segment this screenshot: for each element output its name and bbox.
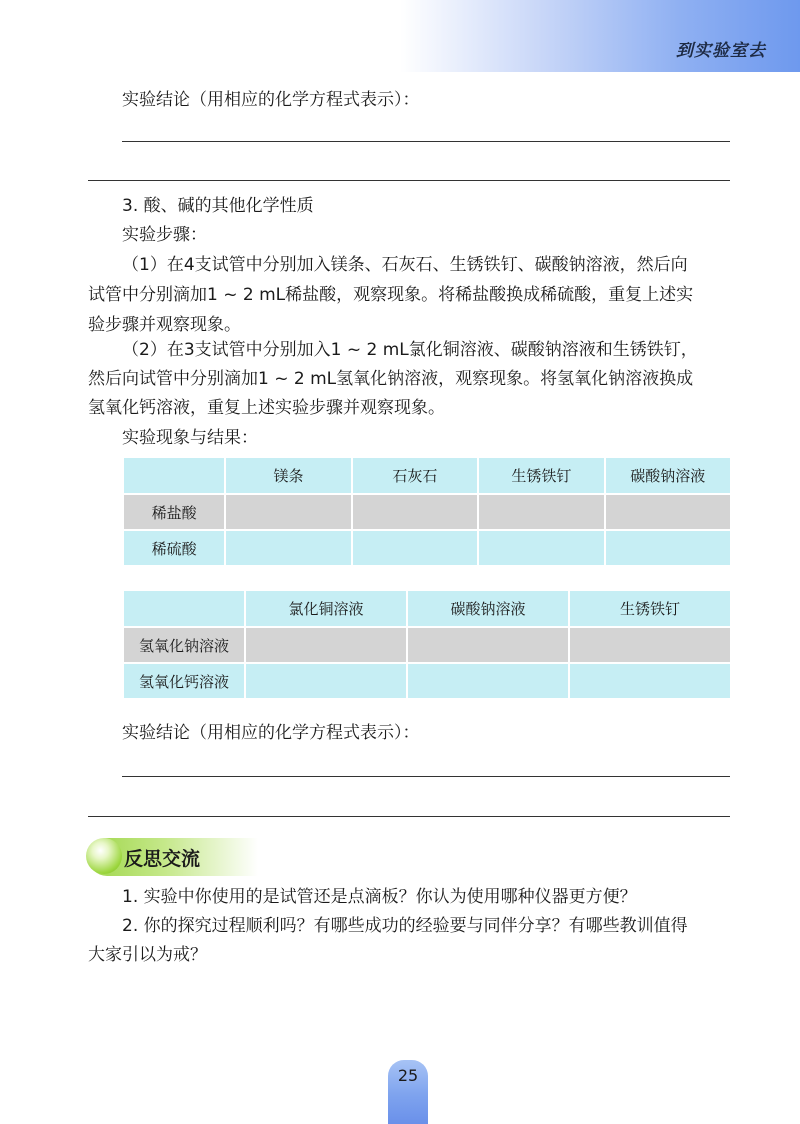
section-divider-bottom — [88, 816, 730, 817]
table1-cell[interactable] — [226, 495, 350, 529]
section3-heading: 3. 酸、碱的其他化学性质 — [122, 196, 314, 216]
step2-line-2: 然后向试管中分别滴加1 ~ 2 mL氢氧化钠溶液，观察现象。将氢氧化钠溶液换成 — [88, 369, 694, 389]
table1-cell[interactable] — [606, 495, 730, 529]
table1-row-label: 稀盐酸 — [124, 495, 224, 529]
reflection-question-1: 1. 实验中你使用的是试管还是点滴板？你认为使用哪种仪器更方便？ — [122, 887, 637, 907]
step1-line-2: 试管中分别滴加1 ~ 2 mL稀盐酸，观察现象。将稀盐酸换成稀硫酸，重复上述实 — [88, 285, 694, 305]
reflection-question-2-line-1: 2. 你的探究过程顺利吗？有哪些成功的经验要与同伴分享？有哪些教训值得 — [122, 916, 688, 936]
table2-cell[interactable] — [570, 628, 730, 662]
reflection-title: 反思交流 — [124, 848, 201, 870]
table1-col-magnesium: 镁条 — [226, 458, 350, 493]
table2-row-label: 氢氧化钠溶液 — [124, 628, 244, 662]
conclusion-label-bottom: 实验结论（用相应的化学方程式表示）： — [122, 723, 420, 743]
table1-corner — [124, 458, 224, 493]
results-table-bases — [122, 589, 732, 700]
table1-cell[interactable] — [479, 531, 603, 565]
table2-corner — [124, 591, 244, 626]
table1-cell[interactable] — [479, 495, 603, 529]
table2-col-copper-chloride: 氯化铜溶液 — [246, 591, 406, 626]
table2-cell[interactable] — [408, 628, 568, 662]
section-divider-top — [88, 180, 730, 181]
results-table-acids — [122, 456, 732, 567]
table2-col-sodium-carbonate: 碳酸钠溶液 — [408, 591, 568, 626]
table1-row-label: 稀硫酸 — [124, 531, 224, 565]
reflection-bullet-icon — [86, 838, 122, 874]
table1-cell[interactable] — [606, 531, 730, 565]
table2-cell[interactable] — [570, 664, 730, 698]
table1-col-sodium-carbonate: 碳酸钠溶液 — [606, 458, 730, 493]
table2-col-rusty-nail: 生锈铁钉 — [570, 591, 730, 626]
step2-line-1: （2）在3支试管中分别加入1 ~ 2 mL氯化铜溶液、碳酸钠溶液和生锈铁钉， — [122, 340, 698, 360]
table2-cell[interactable] — [246, 628, 406, 662]
table1-col-limestone: 石灰石 — [353, 458, 477, 493]
table1-cell[interactable] — [226, 531, 350, 565]
table1-col-rusty-nail: 生锈铁钉 — [479, 458, 603, 493]
step2-line-3: 氢氧化钙溶液，重复上述实验步骤并观察现象。 — [88, 398, 445, 418]
table2-cell[interactable] — [246, 664, 406, 698]
step1-line-3: 验步骤并观察现象。 — [88, 315, 241, 335]
table1-cell[interactable] — [353, 495, 477, 529]
steps-label: 实验步骤： — [122, 225, 207, 245]
results-label: 实验现象与结果： — [122, 428, 258, 448]
reflection-question-2-line-2: 大家引以为戒？ — [88, 945, 207, 965]
page-number: 25 — [397, 1066, 419, 1085]
conclusion-label-top: 实验结论（用相应的化学方程式表示）： — [122, 90, 420, 110]
step1-line-1: （1）在4支试管中分别加入镁条、石灰石、生锈铁钉、碳酸钠溶液，然后向 — [122, 255, 688, 275]
table2-cell[interactable] — [408, 664, 568, 698]
header-title: 到实验室去 — [676, 41, 766, 61]
answer-line-top — [122, 141, 730, 142]
answer-line-bottom — [122, 776, 730, 777]
table2-row-label: 氢氧化钙溶液 — [124, 664, 244, 698]
table1-cell[interactable] — [353, 531, 477, 565]
